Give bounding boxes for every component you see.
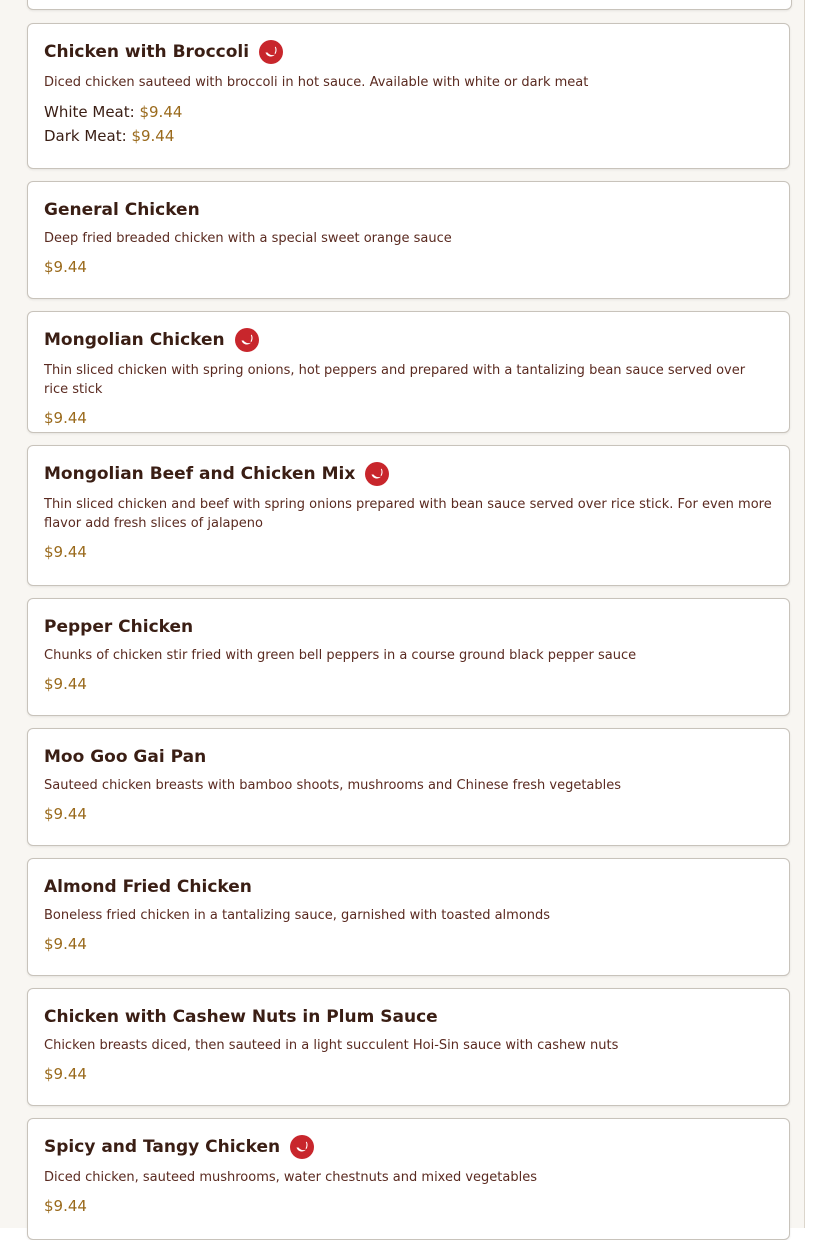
menu-item-description: Thin sliced chicken with spring onions, hot peppers and prepared with a tantalizing bean sauce served over rice stick (44, 363, 746, 397)
menu-item-description: Deep fried breaded chicken with a special sweet orange sauce (44, 231, 452, 246)
menu-item-card[interactable] (27, 445, 790, 586)
menu-item-description: Boneless fried chicken in a tantalizing sauce, garnished with toasted almonds (44, 908, 551, 923)
menu-item-title: Spicy and Tangy Chicken (44, 1136, 281, 1157)
menu-item-title: Almond Fried Chicken (44, 876, 252, 897)
menu-item-description: Diced chicken, sauteed mushrooms, water chestnuts and mixed vegetables (44, 1170, 537, 1185)
price-option-amount: $9.44 (131, 127, 175, 145)
menu-item-description: Chicken breasts diced, then sauteed in a light succulent Hoi-Sin sauce with cashew nuts (44, 1038, 619, 1053)
chili-pepper-icon (365, 462, 389, 486)
price-option-white-meat[interactable] (44, 100, 773, 124)
menu-item-description: Chunks of chicken stir fried with green bell peppers in a course ground black pepper sauce (44, 648, 637, 663)
menu-item-header (44, 743, 773, 770)
menu-item-price: $9.44 (44, 543, 87, 561)
menu-item-price: $9.44 (44, 675, 87, 693)
menu-item-title: Moo Goo Gai Pan (44, 746, 207, 767)
price-option-dark-meat[interactable] (44, 124, 773, 148)
price-option-amount: $9.44 (139, 103, 183, 121)
menu-item-card[interactable] (27, 311, 790, 433)
menu-item-title: Chicken with Cashew Nuts in Plum Sauce (44, 1006, 438, 1027)
menu-item-header (44, 196, 773, 223)
menu-item-price: $9.44 (44, 935, 87, 953)
menu-item-card[interactable] (27, 0, 792, 10)
menu-item-header (44, 613, 773, 640)
menu-item-price: $9.44 (44, 258, 87, 276)
menu-item-price: $9.44 (44, 409, 87, 427)
menu-item-header (44, 326, 773, 353)
menu-item-description: Diced chicken sauteed with broccoli in hot sauce. Available with white or dark meat (44, 75, 589, 90)
chili-pepper-icon (235, 328, 259, 352)
menu-item-description: Sauteed chicken breasts with bamboo shoots, mushrooms and Chinese fresh vegetables (44, 778, 622, 793)
menu-item-title: Chicken with Broccoli (44, 41, 250, 62)
menu-item-price: $9.44 (44, 1065, 87, 1083)
menu-item-price: $9.44 (44, 805, 87, 823)
menu-item-header (44, 1003, 773, 1030)
menu-item-card[interactable] (27, 598, 790, 716)
chili-pepper-icon (290, 1135, 314, 1159)
chili-pepper-icon (259, 40, 283, 64)
menu-item-price-options (44, 100, 773, 148)
menu-item-card[interactable] (27, 858, 790, 976)
price-option-label: White Meat: (44, 103, 135, 121)
menu-item-card[interactable] (27, 988, 790, 1106)
menu-item-title: General Chicken (44, 199, 200, 220)
menu-item-card[interactable] (27, 23, 790, 169)
menu-item-header (44, 38, 773, 65)
menu-item-header (44, 460, 773, 487)
menu-item-title: Mongolian Beef and Chicken Mix (44, 463, 356, 484)
menu-item-price: $9.44 (44, 1197, 87, 1215)
menu-item-title: Pepper Chicken (44, 616, 194, 637)
menu-item-card[interactable] (27, 181, 790, 299)
menu-item-card[interactable] (27, 1118, 790, 1240)
menu-item-description: Thin sliced chicken and beef with spring onions prepared with bean sauce served over rice stick. For even more flavor add fresh slices of jalapeno (44, 497, 772, 531)
menu-item-title: Mongolian Chicken (44, 329, 225, 350)
menu-item-header (44, 1133, 773, 1160)
price-option-label: Dark Meat: (44, 127, 127, 145)
menu-item-card[interactable] (27, 728, 790, 846)
menu-item-header (44, 873, 773, 900)
